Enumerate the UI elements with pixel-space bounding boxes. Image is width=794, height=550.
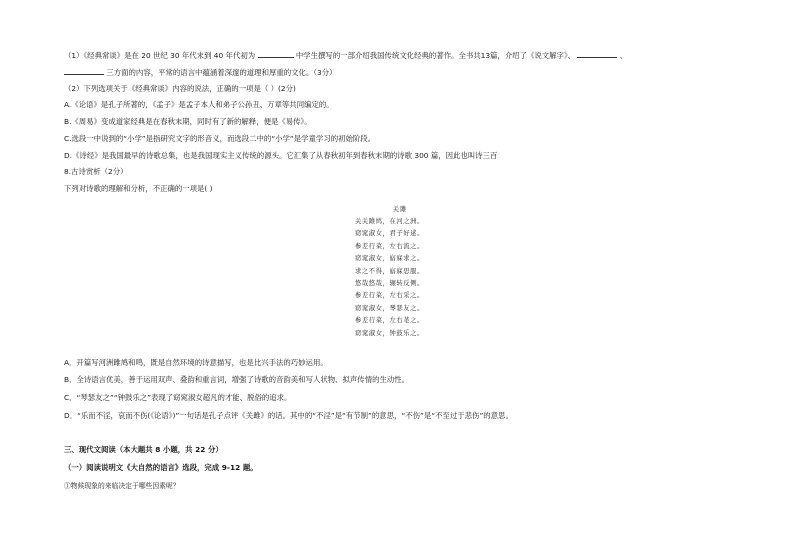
poem-line: 关关雎鸠，在河之洲。: [355, 218, 424, 225]
q1-text-b: 中学生撰写的一部介绍我国传统文化经典的著作。全书共13篇，介绍了《说文解字》、: [295, 51, 576, 60]
q8-option-d: D．“乐而不淫，哀而不伤(《论语》)”一句话是孔子点评《关雎》的话。其中的“不淫”是“有节制”的意思，“不伤”是“不至过于悲伤”的意思。: [64, 411, 513, 420]
q2-option-a: A.《论语》是孔子所著的，《孟子》是孟子本人和弟子公孙丑、万章等共同编定的。: [64, 100, 334, 109]
q2-option-d: D.《诗经》是我国最早的诗歌总集，也是我国现实主义传统的源头。它汇集了从春秋初年到春秋末期的诗歌 300 篇，因此也叫诗三百: [64, 151, 498, 160]
poem-line: 悠哉悠哉，辗转反侧。: [355, 279, 424, 287]
poem-guanju: [355, 204, 445, 340]
poem-line: 窈窕淑女，琴瑟友之。: [355, 304, 424, 312]
poem-line: 窈窕淑女，寤寐求之。: [355, 255, 424, 263]
section3-heading: 三、现代文阅读（本大题共 8 小题，共 22 分）: [64, 445, 223, 454]
q8-title: 8.古诗赏析（2分）: [64, 167, 128, 176]
q8-option-b: B．全诗语言优美，善于运用双声、叠韵和重言词，增强了诗歌的音韵美和写人状物、拟声传情的生动性。: [64, 375, 410, 384]
poem-line: 窈窕淑女，君子好逑。: [355, 230, 424, 238]
poem-title: 关雎: [392, 206, 408, 213]
q2-stem: （2）下列选项关于《经典常谈》内容的说法，正确的一项是（ ）(2分): [64, 84, 296, 93]
q1-text-c: 、: [619, 51, 628, 60]
q1-line1: [64, 50, 627, 61]
q8-stem: 下列对诗歌的理解和分析，不正确的一项是( ): [64, 184, 213, 193]
poem-line: 求之不得，寤寐思服。: [355, 267, 424, 275]
q2-option-b: B.《周易》变成道家经典是在春秋末期，同时有了新的解释，便是《易传》。: [64, 117, 312, 126]
q8-option-a: A．开篇写河洲雎鸠和鸣，既是自然环境的诗意描写，也是比兴手法的巧妙运用。: [64, 358, 328, 367]
q1-blank-2: [577, 50, 617, 58]
poem-line: 参差荇菜，左右采之。: [355, 292, 424, 300]
q8-option-c: C．“琴瑟友之”“钟鼓乐之”表现了窈窕淑女超凡的才能、脱俗的追求。: [64, 393, 292, 402]
passage-first-line: ①物候现象的来临决定于哪些因素呢？: [64, 482, 180, 490]
q1-text-d: 三方面的内容，平常的语言中蕴涵着深邃的道理和厚重的文化。（3分）: [106, 68, 337, 77]
poem-line: 参差荇菜，左右芼之。: [355, 317, 424, 325]
q1-line2: [64, 67, 336, 78]
q1-blank-1: [258, 50, 294, 58]
section3-subheading: （一）阅读说明文《大自然的语言》选段，完成 9-12 题。: [64, 463, 258, 472]
q1-blank-3: [64, 67, 104, 75]
poem-line: 窈窕淑女，钟鼓乐之。: [355, 329, 424, 337]
poem-line: 参差荇菜，左右流之。: [355, 242, 424, 250]
q2-option-c: C.选段一中说到的“小学”是指研究文字的形音义，而选段二中的“小学”是学童学习的初始阶段。: [64, 134, 376, 143]
q1-text-a: （1）《经典常谈》是在 20 世纪 30 年代末到 40 年代初为: [64, 51, 256, 60]
